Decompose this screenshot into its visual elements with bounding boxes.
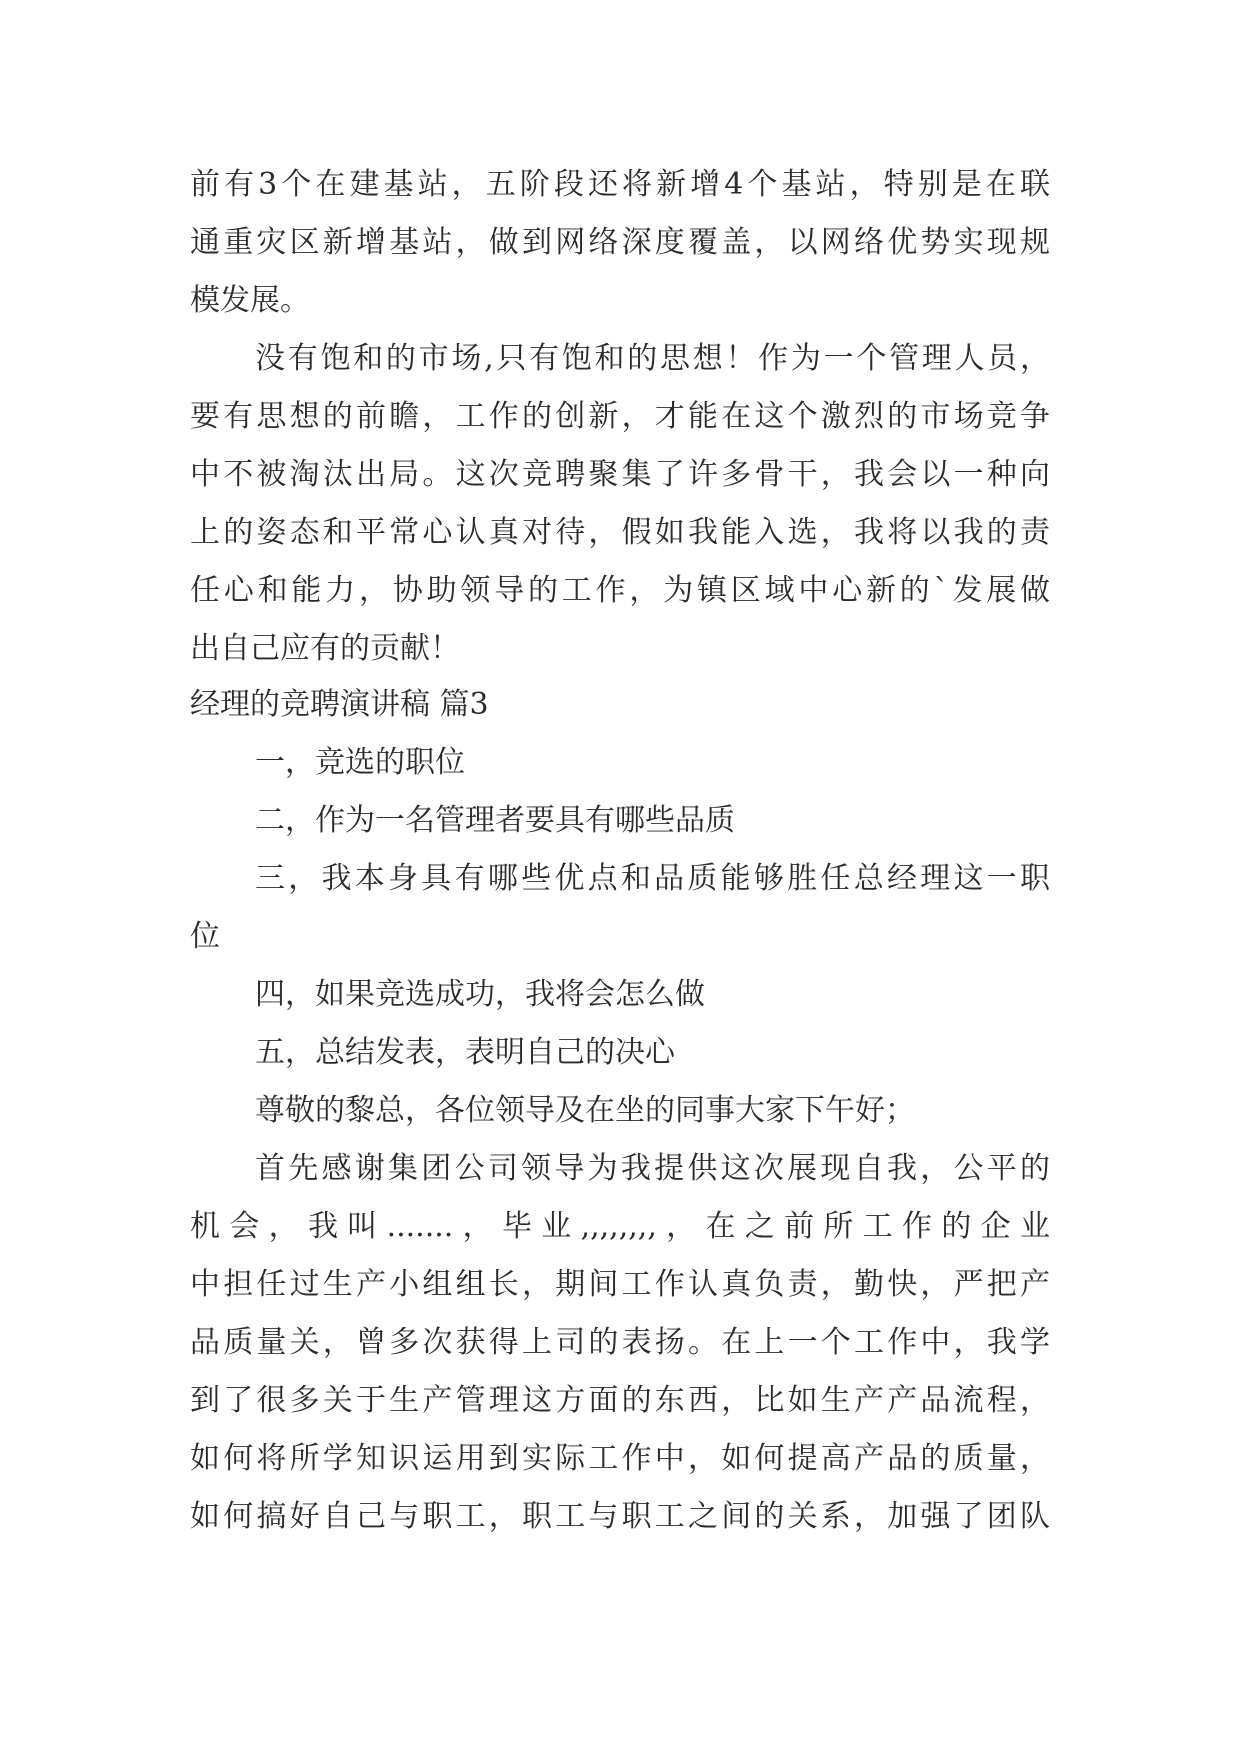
paragraph-line: 机会，我叫.......，毕业,,,,,,,,，在之前所工作的企业 (190, 1209, 1050, 1244)
paragraph-line: 上的姿态和平常心认真对待，假如我能入选，我将以我的责 (190, 515, 1050, 550)
list-item: 四，如果竞选成功，我将会怎么做 (255, 977, 705, 1012)
paragraph-line: 前有3个在建基站，五阶段还将新增4个基站，特别是在联 (190, 167, 1050, 202)
paragraph-line: 中担任过生产小组组长，期间工作认真负责，勤快，严把产 (190, 1267, 1050, 1302)
paragraph-line: 到了很多关于生产管理这方面的东西，比如生产产品流程， (190, 1383, 1050, 1418)
paragraph-line: 通重灾区新增基站，做到网络深度覆盖，以网络优势实现规 (190, 225, 1050, 260)
paragraph-line: 没有饱和的市场,只有饱和的思想！作为一个管理人员， (255, 341, 1050, 376)
section-heading: 经理的竞聘演讲稿 篇3 (190, 687, 489, 722)
list-item: 一，竞选的职位 (255, 745, 465, 780)
list-item: 三，我本身具有哪些优点和品质能够胜任总经理这一职 (255, 861, 1050, 896)
paragraph-line: 品质量关，曾多次获得上司的表扬。在上一个工作中，我学 (190, 1325, 1050, 1360)
paragraph-line: 尊敬的黎总，各位领导及在坐的同事大家下午好； (255, 1093, 915, 1128)
paragraph-line: 如何将所学知识运用到实际工作中，如何提高产品的质量， (190, 1441, 1050, 1476)
paragraph-line: 模发展。 (190, 283, 310, 318)
paragraph-line: 如何搞好自己与职工，职工与职工之间的关系，加强了团队 (190, 1499, 1050, 1534)
list-item: 位 (190, 919, 220, 954)
list-item: 二，作为一名管理者要具有哪些品质 (255, 803, 735, 838)
paragraph-line: 任心和能力，协助领导的工作，为镇区域中心新的`发展做 (190, 573, 1050, 608)
list-item: 五，总结发表，表明自己的决心 (255, 1035, 675, 1070)
paragraph-line: 中不被淘汰出局。这次竞聘聚集了许多骨干，我会以一种向 (190, 457, 1050, 492)
paragraph-line: 要有思想的前瞻，工作的创新，才能在这个激烈的市场竞争 (190, 399, 1050, 434)
paragraph-line: 出自己应有的贡献！ (190, 631, 460, 666)
paragraph-line: 首先感谢集团公司领导为我提供这次展现自我，公平的 (255, 1151, 1050, 1186)
